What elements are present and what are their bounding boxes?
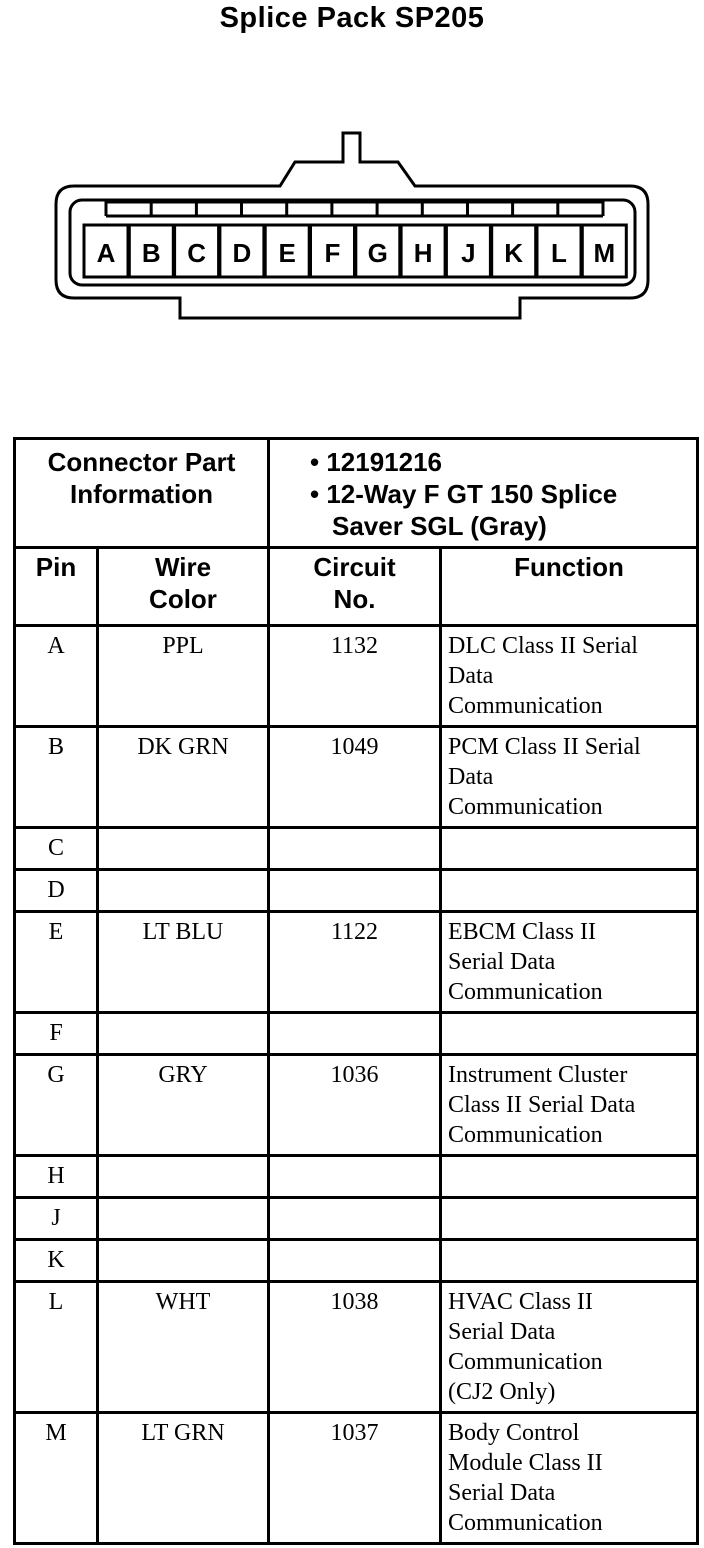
table-row — [15, 1013, 698, 1055]
connector-pins — [84, 225, 626, 277]
info-label-line: Information — [70, 479, 213, 509]
pin-label-a: A — [96, 238, 116, 268]
function-cell — [441, 626, 698, 727]
wire-color-cell: LT GRN — [98, 1413, 269, 1544]
pin-cell: J — [15, 1198, 98, 1240]
function-line: Communication — [448, 794, 603, 820]
part-number: • 12191216 — [310, 447, 443, 477]
pin-cell: A — [15, 626, 98, 727]
pin-label-g: G — [367, 238, 388, 268]
function-cell — [441, 828, 698, 870]
pin-cell: L — [15, 1282, 98, 1413]
function-line: HVAC Class II — [448, 1289, 593, 1315]
wire-color-cell: GRY — [98, 1055, 269, 1156]
function-cell — [441, 870, 698, 912]
pin-label-h: H — [413, 238, 433, 268]
function-column-header: Function — [441, 548, 698, 626]
circuit-cell — [269, 870, 441, 912]
table-row — [15, 626, 698, 727]
table-row — [15, 1413, 698, 1544]
wire-color-cell: DK GRN — [98, 727, 269, 828]
wire-color-cell: WHT — [98, 1282, 269, 1413]
function-cell — [441, 1198, 698, 1240]
function-cell — [441, 727, 698, 828]
pin-cell: H — [15, 1156, 98, 1198]
function-line: EBCM Class II — [448, 919, 597, 945]
circuit-cell — [269, 1156, 441, 1198]
function-line: Serial Data — [448, 1319, 556, 1345]
wire-color-cell — [98, 1240, 269, 1282]
circuit-cell: 1049 — [269, 727, 441, 828]
circuit-cell: 1037 — [269, 1413, 441, 1544]
connector-part-info-label — [15, 439, 269, 548]
pin-cell: E — [15, 912, 98, 1013]
column-header-row — [15, 548, 698, 626]
function-line: Serial Data — [448, 949, 556, 975]
wire-color-cell — [98, 828, 269, 870]
circuit-cell — [269, 1198, 441, 1240]
pin-label-l: L — [551, 238, 567, 268]
function-line: Class II Serial Data — [448, 1092, 636, 1118]
pin-cell: D — [15, 870, 98, 912]
connector-latch-comb — [106, 202, 603, 216]
pin-label-k: K — [504, 238, 524, 268]
diagram-title: Splice Pack SP205 — [219, 2, 485, 34]
info-label-line: Connector Part — [47, 447, 236, 477]
pin-label-m: M — [593, 238, 616, 268]
wire-color-cell — [98, 870, 269, 912]
circuit-cell — [269, 1013, 441, 1055]
function-cell — [441, 912, 698, 1013]
function-line: Data — [448, 663, 494, 689]
pin-cell: B — [15, 727, 98, 828]
function-line: Data — [448, 764, 494, 790]
part-description: Saver SGL (Gray) — [332, 511, 547, 541]
function-line: Module Class II — [448, 1450, 603, 1476]
table-row — [15, 1240, 698, 1282]
table-row — [15, 912, 698, 1013]
function-line: PCM Class II Serial — [448, 734, 641, 760]
function-line: Communication — [448, 1122, 603, 1148]
table-row — [15, 1282, 698, 1413]
wire-color-column-header: Wire Color — [98, 548, 269, 626]
circuit-cell: 1132 — [269, 626, 441, 727]
table-row — [15, 828, 698, 870]
circuit-cell: 1036 — [269, 1055, 441, 1156]
pin-label-j: J — [461, 238, 476, 268]
pin-label-e: E — [278, 238, 296, 268]
pin-cell: G — [15, 1055, 98, 1156]
table-row — [15, 727, 698, 828]
function-cell — [441, 1413, 698, 1544]
table-row — [15, 1156, 698, 1198]
circuit-cell: 1122 — [269, 912, 441, 1013]
circuit-cell: 1038 — [269, 1282, 441, 1413]
circuit-cell — [269, 828, 441, 870]
function-cell — [441, 1055, 698, 1156]
pin-cell: C — [15, 828, 98, 870]
pinout-table — [13, 437, 699, 1545]
function-line: Body Control — [448, 1420, 580, 1446]
function-line: Communication — [448, 979, 603, 1005]
table-row — [15, 870, 698, 912]
part-description: • 12-Way F GT 150 Splice — [310, 479, 618, 509]
function-line: Communication — [448, 693, 603, 719]
wire-color-cell: LT BLU — [98, 912, 269, 1013]
connector-diagram — [0, 120, 704, 325]
pin-cell: K — [15, 1240, 98, 1282]
pin-label-c: C — [187, 238, 206, 268]
connector-comb — [106, 202, 603, 216]
function-line: DLC Class II Serial — [448, 633, 638, 659]
function-line: Communication — [448, 1349, 603, 1375]
function-line: (CJ2 Only) — [448, 1379, 556, 1405]
function-cell — [441, 1013, 698, 1055]
pin-column-header: Pin — [15, 548, 98, 626]
wire-color-cell: PPL — [98, 626, 269, 727]
pin-cell: M — [15, 1413, 98, 1544]
wire-color-cell — [98, 1156, 269, 1198]
circuit-cell — [269, 1240, 441, 1282]
function-cell — [441, 1282, 698, 1413]
pin-label-f: F — [324, 238, 341, 268]
function-line: Instrument Cluster — [448, 1062, 628, 1088]
function-line: Communication — [448, 1510, 603, 1536]
circuit-column-header: Circuit No. — [269, 548, 441, 626]
connector-part-info-value — [269, 439, 698, 548]
connector-info-row — [15, 439, 698, 548]
table-row — [15, 1198, 698, 1240]
pin-label-d: D — [232, 238, 252, 268]
function-line: Serial Data — [448, 1480, 556, 1506]
function-cell — [441, 1240, 698, 1282]
table-row — [15, 1055, 698, 1156]
pin-label-b: B — [141, 238, 161, 268]
pin-cell: F — [15, 1013, 98, 1055]
wire-color-cell — [98, 1013, 269, 1055]
wire-color-cell — [98, 1198, 269, 1240]
function-cell — [441, 1156, 698, 1198]
